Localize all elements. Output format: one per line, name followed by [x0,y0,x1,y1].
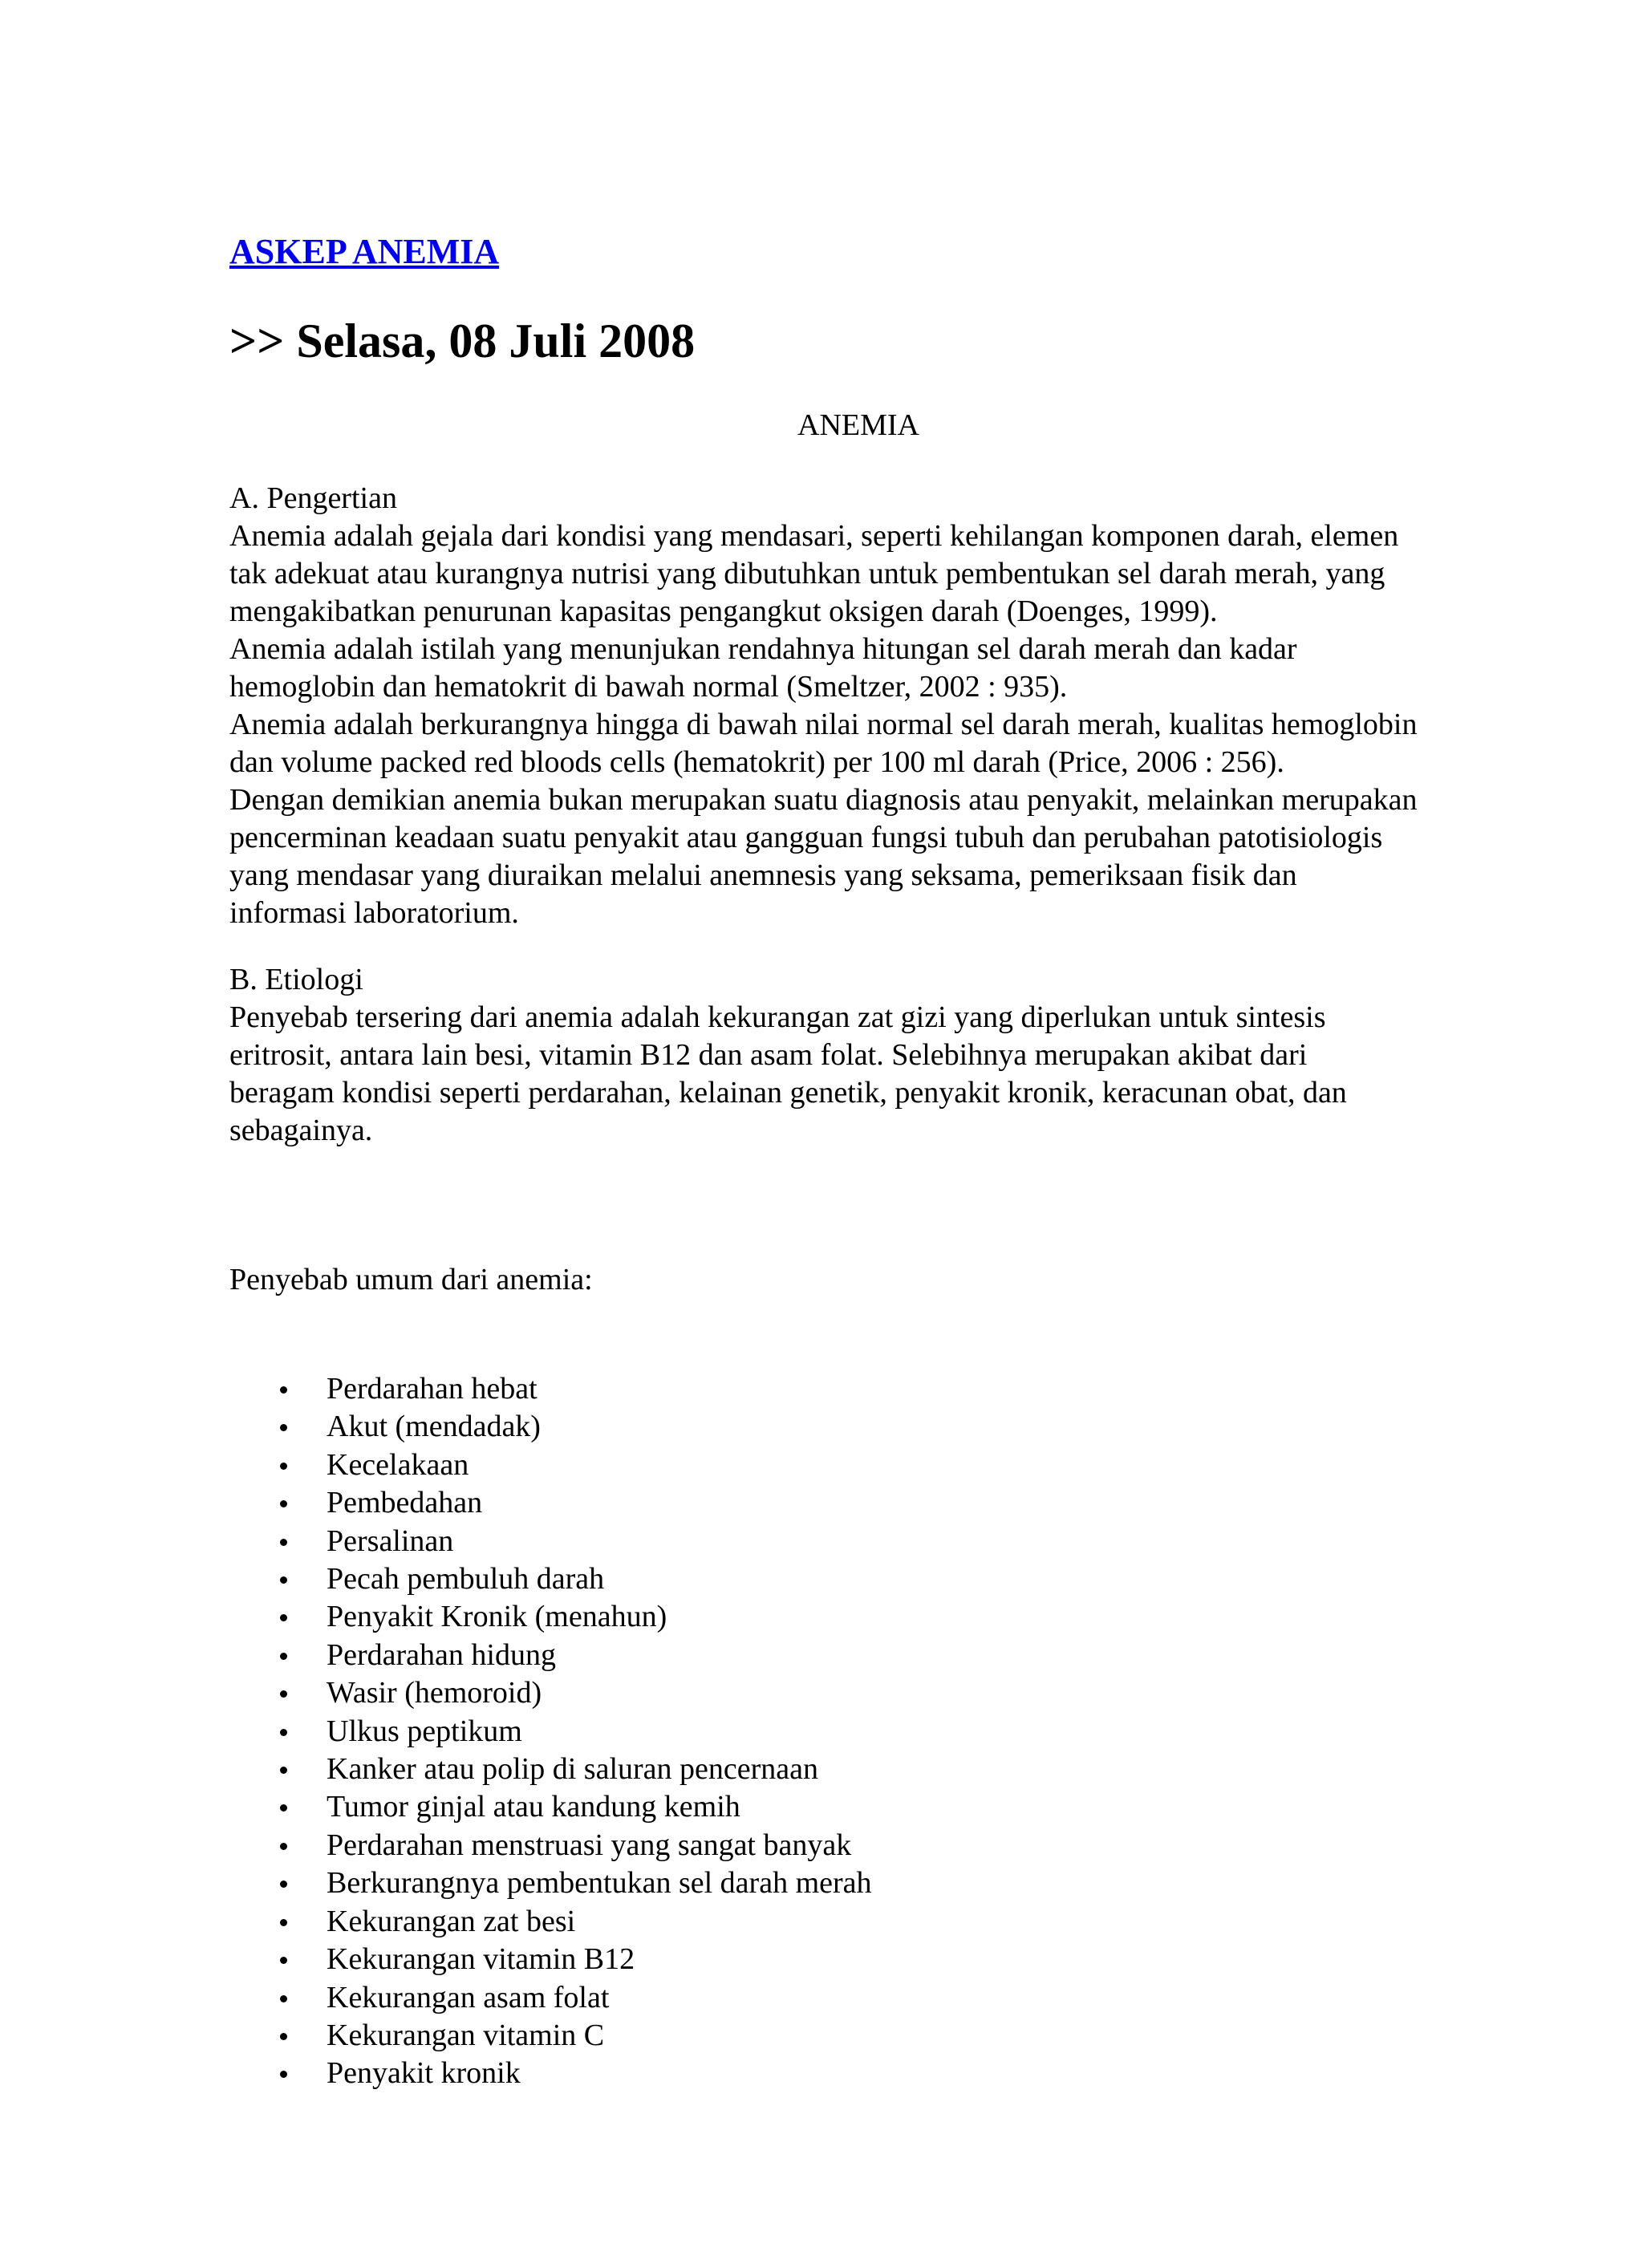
list-item-label: Kekurangan vitamin B12 [327,1942,635,1977]
list-item [229,1941,872,1978]
text-line: yang mendasar yang diuraikan melalui anemnesis yang seksama, pemeriksaan fisik dan [229,858,1297,892]
list-item-label: Tumor ginjal atau kandung kemih [327,1790,740,1824]
bullet-icon [280,1653,287,1660]
text-line: Anemia adalah gejala dari kondisi yang mendasari, seperti kehilangan komponen darah, elemen [229,519,1399,553]
text-line: pencerminan keadaan suatu penyakit atau gangguan fungsi tubuh dan perubahan patotisiologis [229,821,1383,854]
list-item-label: Berkurangnya pembentukan sel darah merah [327,1866,872,1901]
list-item-label: Penyakit kronik [327,2056,521,2091]
list-item-label: Pembedahan [327,1486,483,1520]
text-line: mengakibatkan penurunan kapasitas pengangkut oksigen darah (Doenges, 1999). [229,594,1218,628]
list-item-label: Pecah pembuluh darah [327,1562,605,1597]
bullet-icon [280,1539,287,1546]
list-item [229,1827,872,1864]
list-item [229,1674,872,1712]
text-line: Penyebab tersering dari anemia adalah kekurangan zat gizi yang diperlukan untuk sintesis [229,1000,1326,1034]
document-title: ANEMIA [797,408,919,442]
bullet-icon [280,1500,287,1507]
list-item-label: Kanker atau polip di saluran pencernaan [327,1752,819,1787]
list-item [229,1484,872,1522]
list-item [229,1979,872,2017]
bullet-icon [280,1919,287,1926]
bullet-icon [280,1386,287,1394]
text-line: sebagainya. [229,1114,373,1147]
title-link[interactable]: ASKEP ANEMIA [229,232,500,271]
list-item-label: Kecelakaan [327,1447,469,1482]
list-item-label: Ulkus peptikum [327,1714,522,1748]
section-pengertian [229,480,1513,932]
list-item-label: Perdarahan hidung [327,1637,556,1672]
bullet-icon [280,1767,287,1774]
bullet-icon [280,1729,287,1736]
text-line: informasi laboratorium. [229,896,519,930]
list-item-label: Persalinan [327,1523,454,1558]
bullet-icon [280,2071,287,2078]
list-item [229,1560,872,1598]
section-etiologi [229,961,1513,1150]
list-item [229,1788,872,1826]
list-item-label: Perdarahan hebat [327,1372,538,1406]
bullet-icon [280,1424,287,1431]
bullet-icon [280,1995,287,2002]
bullet-icon [280,1690,287,1698]
list-item-label: Kekurangan zat besi [327,1904,576,1938]
list-item-label: Akut (mendadak) [327,1410,541,1444]
list-item [229,1751,872,1788]
section-heading: B. Etiologi [229,963,363,996]
list-item [229,1446,872,1484]
list-item [229,1523,872,1560]
text-line: eritrosit, antara lain besi, vitamin B12 dan asam folat. Selebihnya merupakan akibat dari [229,1038,1308,1072]
list-item [229,1864,872,1902]
bullet-icon [280,1843,287,1850]
list-item [229,2055,872,2092]
list-item-label: Wasir (hemoroid) [327,1676,542,1710]
list-item-label: Kekurangan vitamin C [327,2018,605,2052]
text-line: dan volume packed red bloods cells (hematokrit) per 100 ml darah (Price, 2006 : 256). [229,745,1284,779]
bullet-icon [280,1576,287,1584]
bullet-icon [280,1804,287,1812]
section-heading: A. Pengertian [229,481,397,515]
text-line: hemoglobin dan hematokrit di bawah normal (Smeltzer, 2002 : 935). [229,670,1068,704]
list-item [229,1408,872,1446]
text-line: tak adekuat atau kurangnya nutrisi yang dibutuhkan untuk pembentukan sel darah merah, yang [229,557,1385,590]
list-item [229,1713,872,1751]
list-item-label: Perdarahan menstruasi yang sangat banyak [327,1828,852,1862]
bullet-icon [280,2033,287,2040]
text-line: Anemia adalah berkurangnya hingga di bawah nilai normal sel darah merah, kualitas hemoglobin [229,708,1418,741]
date-heading: >> Selasa, 08 Juli 2008 [229,314,696,367]
list-item [229,1903,872,1941]
text-line: beragam kondisi seperti perdarahan, kelainan genetik, penyakit kronik, keracunan obat, dan [229,1076,1347,1110]
list-item-label: Penyakit Kronik (menahun) [327,1600,667,1634]
list-item [229,1370,872,1408]
causes-list [229,1370,872,2093]
bullet-icon [280,1614,287,1621]
list-item [229,1637,872,1674]
list-item [229,2017,872,2055]
text-line: Dengan demikian anemia bukan merupakan suatu diagnosis atau penyakit, melainkan merupakan [229,783,1418,817]
text-line: Anemia adalah istilah yang menunjukan rendahnya hitungan sel darah merah dan kadar [229,632,1297,666]
list-item-label: Kekurangan asam folat [327,1980,610,2014]
bullet-icon [280,1463,287,1470]
list-item [229,1598,872,1636]
causes-intro: Penyebab umum dari anemia: [229,1263,593,1296]
bullet-icon [280,1881,287,1888]
bullet-icon [280,1957,287,1964]
